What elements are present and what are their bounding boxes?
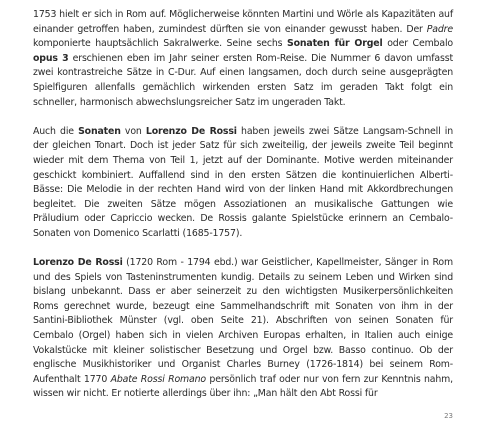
text-run: persönlich traf oder nur von fern zur Kenntnis nahm, wissen wir nicht. Er notierte allerdings über ihn: „Man hält den Abt Rossi für <box>33 373 453 400</box>
text-run: 1753 hielt er sich in Rom auf. Möglicherweise könnten Martini und Wörle als Kapazitäten auf einander getroffen haben, zumindest dürften sie von einander gewusst haben. Der <box>33 9 453 35</box>
text-run-italic: Padre <box>426 23 453 35</box>
text-run-italic: Abate Rossi Romano <box>110 373 206 385</box>
text-run-bold: Sonaten <box>78 125 121 137</box>
text-run-bold: Sonaten für Orgel <box>287 38 383 50</box>
text-run-bold: opus 3 <box>33 52 69 64</box>
paragraph-de-rossi-sonatas <box>33 125 453 242</box>
page-body <box>33 8 453 420</box>
text-run: haben jeweils zwei Sätze Langsam-Schnell in der gleichen Tonart. Doch ist jeder Satz für sich zweiteilig, der jeweils zweite Teil beginnt wieder mit dem Thema von Teil 1, jetzt auf der Dominante. Motive werden miteinander geschickt kombiniert. Auffallend sind in den ersten Sätzen die kontinuierlichen Alberti-Bässe: Die Melodie in der rechten Hand wird von der linken Hand mit Akkordbrechungen begleitet. Die zweiten Sätze mögen Assoziationen an musikalische Gattungen wie Präludium oder Capriccio wecken. De Rossis galante Spielstücke erinnern an Cembalo-Sonaten von Domenico Scarlatti (1685-1757). <box>33 125 453 239</box>
page-number: 23 <box>444 412 453 420</box>
text-run: erschienen eben im Jahr seiner ersten Rom-Reise. Die Nummer 6 davon umfasst zwei kontrastreiche Sätze in C-Dur. Auf einen langsamen, doch durch seine ausgeprägten Spielfiguren allenfalls gemächlich wirkenden ersten Satz im geraden Takt folgt ein schneller, harmonisch abwechslungsreicher Satz im ungeraden Takt. <box>33 52 453 108</box>
text-run: oder Cembalo <box>382 38 453 50</box>
text-run-bold: Lorenzo De Rossi <box>33 257 123 269</box>
text-run: Auch die <box>33 125 79 137</box>
text-run: komponierte hauptsächlich Sakralwerke. Seine sechs <box>33 38 287 50</box>
text-run: von <box>120 125 146 137</box>
paragraph-martini-sonatas <box>33 8 453 110</box>
paragraph-de-rossi-biography <box>33 256 453 402</box>
text-run-bold: Lorenzo De Rossi <box>145 125 237 137</box>
text-run: (1720 Rom - 1794 ebd.) war Geistlicher, Kapellmeister, Sänger in Rom und des Spiels von Tasteninstrumenten kundig. Details zu seinem Leben und Wirken sind bislang unbekannt. Dass er aber seinerzeit zu den wichtigsten Musikerpersönlichkeiten Roms gerechnet wurde, bezeugt eine Sammelhandschrift mit Sonaten von ihm in der Santini-Bibliothek Münster (vgl. oben Seite 21). Abschriften von seinen Sonaten für Cembalo (Orgel) haben sich in vielen Archiven Europas erhalten, in Italien auch einige Vokalstücke mit kleiner solistischer Besetzung und Orgel bzw. Basso continuo. Ob der englische Musikhistoriker und Organist Charles Burney (1726-1814) bei seinem Rom-Aufenthalt 1770 <box>33 257 453 385</box>
